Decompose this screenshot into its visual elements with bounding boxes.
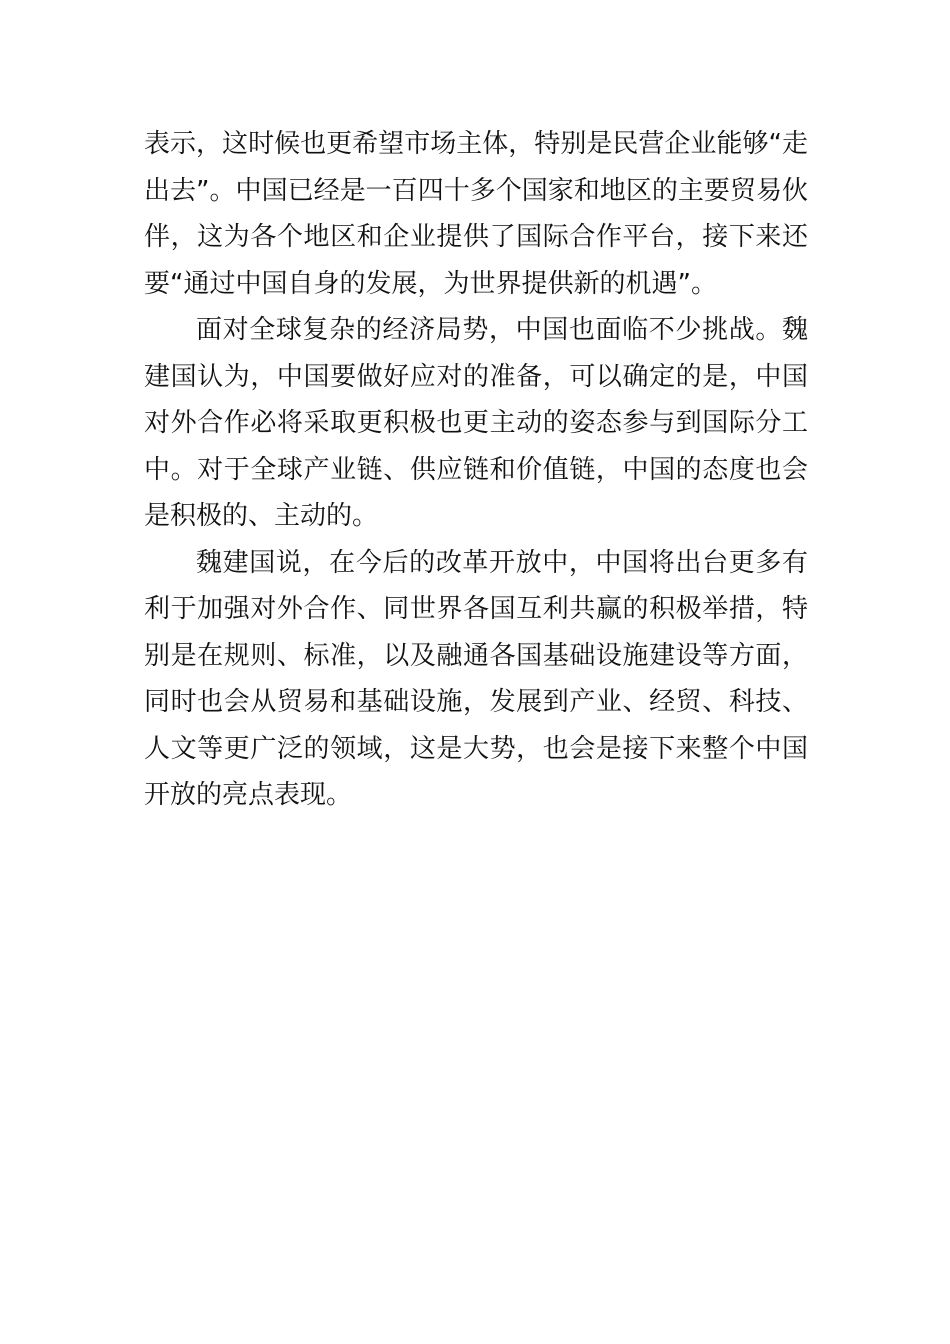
paragraph-global-challenges: 面对全球复杂的经济局势，中国也面临不少挑战。魏建国认为，中国要做好应对的准备，可以确定的是，中国对外合作必将采取更积极也更主动的姿态参与到国际分工中。对于全球产业链、供应链和价值链，中国的态度也会是积极的、主动的。 <box>144 315 808 531</box>
paragraph-continuation: 表示，这时候也更希望市场主体，特别是民营企业能够“走出去”。中国已经是一百四十多个国家和地区的主要贸易伙 伴，这为各个地区和企业提供了国际合作平台，接下来还要“通过中国自身的发展，为世界提供新的机遇”。 <box>144 129 808 299</box>
document-body <box>144 121 808 819</box>
paragraph-reform-opening: 魏建国说，在今后的改革开放中，中国将出台更多有利于加强对外合作、同世界各国互利共赢的积极举措，特别是在规则、标准，以及融通各国基础设施建设等方面，同时也会从贸易和基础设施，发展到产业、经贸、科技、人文等更广泛的领域，这是大势，也会是接下来整个中国开放的亮点表现。 <box>144 547 808 810</box>
